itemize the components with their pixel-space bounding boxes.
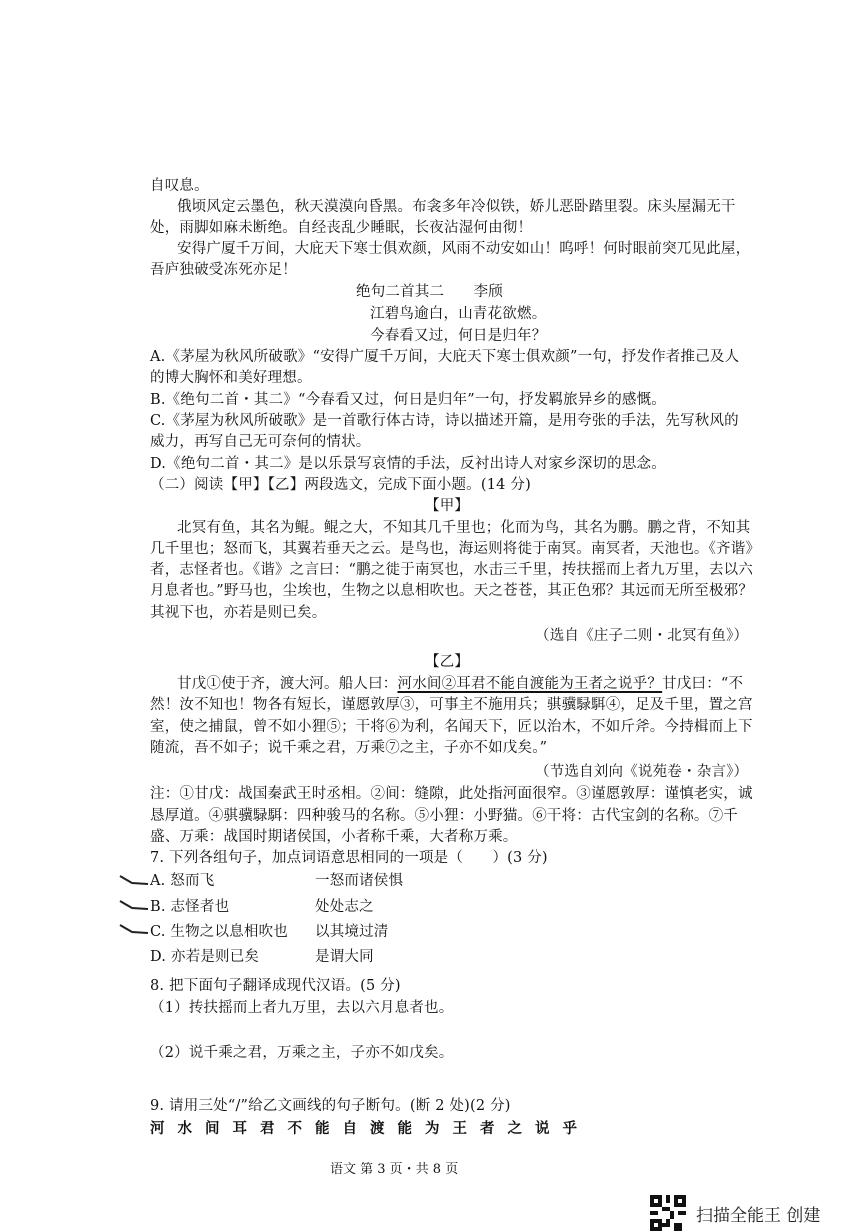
option-a: A.《茅屋为秋风所破歌》“安得广厦千万间，大庇天下寒士俱欢颜”一句，抒发作者推己及人: [150, 349, 740, 365]
check-mark-icon: [118, 922, 150, 936]
poem-line: 自叹息。: [150, 178, 209, 194]
source-note: （选自《庄子二则・北冥有鱼》）: [535, 628, 749, 644]
choice-a-right: 一怒而诸侯惧: [315, 873, 404, 889]
passage-line: 月息者也。”野马也，尘埃也，生物之以息相吹也。天之苍苍，其正色邪？其远而无所至极邪？: [150, 583, 754, 599]
choice-b-right: 处处志之: [315, 899, 374, 915]
choice-a-left: A. 怒而飞: [150, 873, 215, 889]
poem-line: 俄顷风定云墨色，秋天漠漠向昏黑。布衾多年冷似铁，娇儿恶卧踏里裂。床头屋漏无干: [177, 199, 736, 215]
passage-yi-label: 【乙】: [425, 654, 470, 670]
check-mark-icon: [118, 873, 150, 887]
passage-line: 其视下也，亦若是则已矣。: [150, 605, 327, 621]
annotation: 盛、万乘：战国时期诸侯国，小者称千乘，大者称万乘。: [150, 829, 518, 845]
choice-d-right: 是谓大同: [315, 949, 374, 965]
question-8-item-1: （1）抟扶摇而上者九万里，去以六月息者也。: [150, 1000, 454, 1016]
option-a-cont: 的博大胸怀和美好理想。: [150, 370, 312, 386]
passage-line: 几千里也；怒而飞，其翼若垂天之云。是鸟也，海运则将徙于南冥。南冥者，天池也。《齐谐》: [150, 541, 761, 557]
question-7: 7. 下列各组句子，加点词语意思相同的一项是（ ）(3 分): [150, 850, 548, 866]
passage-text: 甘戊曰：“不: [662, 676, 744, 692]
choice-b-left: B. 志怪者也: [150, 899, 230, 915]
check-mark-icon: [118, 898, 150, 912]
choice-c-right: 以其境过清: [315, 924, 389, 940]
annotation: 恳厚道。④骐骥騄駬：四种骏马的名称。⑤小狸：小野猫。⑥干将：古代宝剑的名称。⑦千: [150, 808, 738, 824]
choice-d-left: D. 亦若是则已矣: [150, 949, 260, 965]
passage-line: 室，使之捕鼠，曾不如小狸⑤；干将⑥为利，名闻天下，匠以治木，不如斤斧。今持楫而上下: [150, 719, 753, 735]
passage-text: 甘戊①使于齐，渡大河。船人曰：: [177, 676, 398, 692]
question-8: 8. 把下面句子翻译成现代汉语。(5 分): [150, 978, 401, 994]
poem-line: 吾庐独破受冻死亦足！: [150, 262, 297, 278]
passage-line: 北冥有鱼，其名为鲲。鲲之大，不知其几千里也；化而为鸟，其名为鹏。鹏之背，不知其: [177, 520, 751, 536]
choice-c-left: C. 生物之以息相吹也: [150, 924, 288, 940]
option-c: C.《茅屋为秋风所破歌》是一首歌行体古诗，诗以描述开篇，是用夸张的手法，先写秋风的: [150, 413, 739, 429]
poem-line: 江碧鸟逾白，山青花欲燃。: [370, 306, 547, 322]
source-note: （节选自刘向《说苑卷・杂言》）: [535, 764, 749, 780]
scanner-watermark: [650, 1195, 820, 1231]
passage-line: 然！汝不知也！物各有短长，谨愿敦厚③，可事主不施用兵；骐骥騄駬④，足及千里，置之宫: [150, 697, 753, 713]
poem-line: 安得广厦千万间，大庇天下寒士俱欢颜，风雨不动安如山！呜呼！何时眼前突兀见此屋，: [177, 241, 751, 257]
segmentation-sentence: 河水间耳君不能自渡能为王者之说乎: [150, 1120, 590, 1137]
question-8-item-2: （2）说千乘之君，万乘之主，子亦不如戊矣。: [150, 1045, 454, 1061]
section-heading: （二）阅读【甲】【乙】两段选文，完成下面小题。(14 分): [150, 477, 531, 493]
option-c-cont: 威力，再写自己无可奈何的情状。: [150, 434, 371, 450]
option-d: D.《绝句二首・其二》是以乐景写哀情的手法，反衬出诗人对家乡深切的思念。: [150, 456, 666, 472]
passage-line: 随流，吾不如子；说千乘之君，万乘⑦之主，子亦不如戊矣。”: [150, 740, 548, 756]
annotation: 注：①甘戊：战国秦武王时丞相。②间：缝隙，此处指河面很窄。③谨愿敦厚：谨慎老实，诚: [150, 786, 753, 802]
poem-line: 处，雨脚如麻未断绝。自经丧乱少睡眠，长夜沾湿何由彻！: [150, 220, 533, 236]
poem-title: 绝句二首其二 李颀: [356, 284, 503, 300]
passage-line: 者，志怪者也。《谐》之言曰：“鹏之徙于南冥也，水击三千里，抟扶摇而上者九万里，去以六: [150, 562, 754, 578]
page-footer: 语文 第 3 页・共 8 页: [330, 1162, 459, 1177]
question-9: 9. 请用三处“/”给乙文画线的句子断句。(断 2 处)(2 分): [150, 1098, 511, 1114]
option-b: B.《绝句二首・其二》“今春看又过，何日是归年”一句，抒发羁旅异乡的感慨。: [150, 392, 666, 408]
scanner-label: 扫描全能王 创建: [696, 1205, 821, 1226]
qr-code-icon: [650, 1195, 686, 1231]
passage-jia-label: 【甲】: [425, 498, 470, 514]
passage-line: [177, 674, 743, 694]
poem-line: 今春看又过，何日是归年？: [370, 328, 547, 344]
underlined-sentence: 河水间②耳君不能自渡能为王者之说乎？: [397, 676, 663, 692]
